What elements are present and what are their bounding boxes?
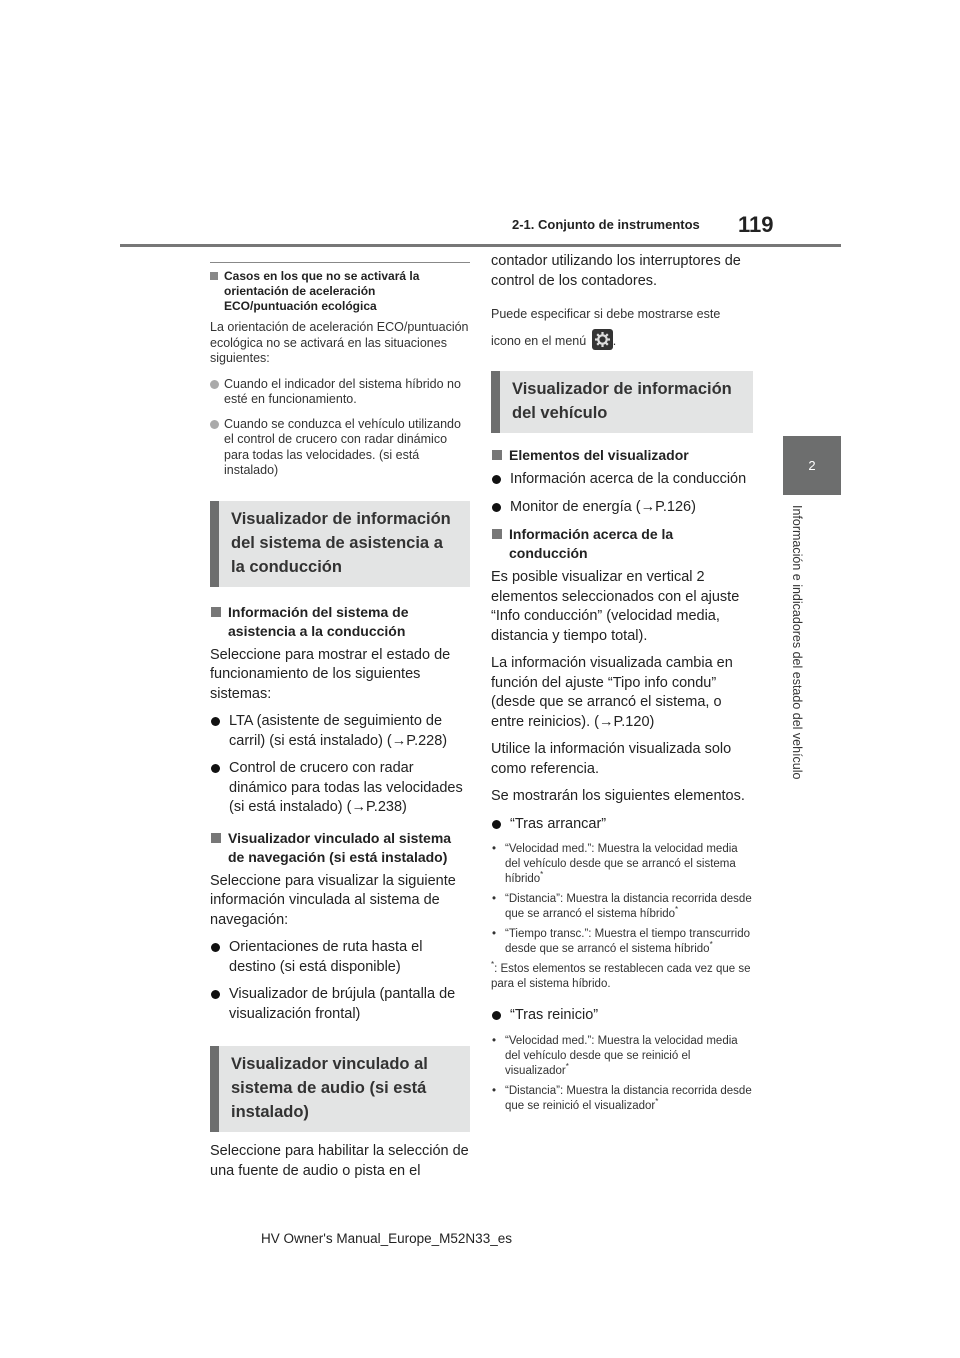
elements-heading: Elementos del visualizador (491, 446, 753, 465)
assist-item: Control de crucero con radar dinámico para todas las velocidades (si está instalado) (→P.238) (210, 759, 470, 818)
elements-item: Monitor de energía (→P.126) (491, 498, 753, 518)
eco-text: La orientación de aceleración ECO/puntuación ecológica no se activará en las situaciones siguientes: (210, 320, 469, 365)
audio-text: Seleccione para habilitar la selección de una fuente de audio o pista en el (210, 1143, 469, 1179)
chapter-title: Información e indicadores del estado del vehículo (790, 505, 804, 780)
footer-manual-id: HV Owner's Manual_Europe_M52N33_es (261, 1231, 512, 1246)
square-bullet-icon (211, 607, 221, 617)
bullet-icon (211, 943, 220, 952)
section-box-vehicle: Visualizador de información del vehículo (491, 371, 753, 433)
right-column (491, 252, 753, 1119)
chapter-title-vertical (788, 505, 808, 785)
driving-text: Es posible visualizar en vertical 2 elementos seleccionados con el ajuste “Info conducción” (velocidad media, distancia y tiempo total). (491, 569, 740, 644)
driving-text: Se mostrarán los siguientes elementos. (491, 788, 745, 804)
bullet-icon (211, 990, 220, 999)
bullet-icon (492, 820, 501, 829)
eco-heading (210, 269, 470, 314)
after-start-item: • “Velocidad med.”: Muestra la velocidad media del vehículo desde que se arrancó el sistema híbrido* (492, 843, 738, 885)
menu-note: Puede especificar si debe mostrarse este icono en el menú . (491, 307, 721, 348)
gear-icon (592, 329, 613, 350)
circle-bullet-icon (210, 380, 219, 389)
eco-item: Cuando se conduzca el vehículo utilizando el control de crucero con radar dinámico para todas las velocidades. (si está instalado) (210, 417, 470, 479)
bullet-icon (492, 503, 501, 512)
bullet-icon (211, 764, 220, 773)
assist-item: LTA (asistente de seguimiento de carril) (si está instalado) (→P.228) (210, 712, 470, 751)
after-start-title: “Tras arrancar” (491, 815, 753, 835)
divider (210, 262, 470, 263)
after-start-item: • “Tiempo transc.”: Muestra el tiempo transcurrido desde que se arrancó el sistema híbrido* (492, 928, 750, 955)
bullet-icon (492, 475, 501, 484)
assist-text: Seleccione para mostrar el estado de funcionamiento de los siguientes sistemas: (210, 646, 451, 702)
square-bullet-icon (492, 529, 502, 539)
footnote: *: Estos elementos se restablecen cada vez que se para el sistema híbrido. (491, 960, 751, 990)
chapter-number: 2 (808, 458, 816, 473)
square-bullet-icon (210, 272, 218, 280)
driving-text: Utilice la información visualizada solo como referencia. (491, 741, 732, 777)
driving-heading: Información acerca de la conducción (491, 525, 753, 563)
square-bullet-icon (492, 450, 502, 460)
eco-heading-text: Casos en los que no se activará la orientación de aceleración ECO/puntuación ecológica (224, 269, 420, 313)
assist-heading: Información del sistema de asistencia a la conducción (210, 603, 470, 641)
nav-text: Seleccione para visualizar la siguiente información vinculada al sistema de navegación: (210, 872, 456, 928)
bullet-icon (211, 717, 220, 726)
eco-item: Cuando el indicador del sistema híbrido no esté en funcionamiento. (210, 377, 470, 408)
square-bullet-icon (211, 833, 221, 843)
page-number: 119 (738, 212, 774, 237)
left-column (210, 262, 470, 1189)
after-reset-title: “Tras reinicio” (491, 1006, 753, 1026)
audio-text-cont: contador utilizando los interruptores de control de los contadores. (491, 253, 741, 289)
chapter-tab (783, 436, 841, 495)
elements-item: Información acerca de la conducción (491, 470, 753, 490)
header-rule (120, 244, 841, 247)
section-box-assist: Visualizador de información del sistema de asistencia a la conducción (210, 501, 470, 587)
bullet-icon (492, 1011, 501, 1020)
nav-item: Orientaciones de ruta hasta el destino (si está disponible) (210, 938, 470, 977)
circle-bullet-icon (210, 420, 219, 429)
after-start-item: • “Distancia”: Muestra la distancia recorrida desde que se arrancó el sistema híbrido* (492, 893, 752, 920)
after-reset-item: • “Distancia”: Muestra la distancia recorrida desde que se reinició el visualizador* (492, 1084, 752, 1112)
nav-heading: Visualizador vinculado al sistema de navegación (si está instalado) (210, 829, 470, 867)
section-title: 2-1. Conjunto de instrumentos (512, 217, 700, 232)
after-reset-item: • “Velocidad med.”: Muestra la velocidad media del vehículo desde que se reinició el visualizador* (492, 1034, 738, 1077)
driving-text: La información visualizada cambia en función del ajuste “Tipo info condu” (desde que se arrancó el sistema, o entre reinicios). (→P.120) (491, 655, 733, 730)
nav-item: Visualizador de brújula (pantalla de visualización frontal) (210, 985, 470, 1024)
section-box-audio: Visualizador vinculado al sistema de audio (si está instalado) (210, 1046, 470, 1132)
